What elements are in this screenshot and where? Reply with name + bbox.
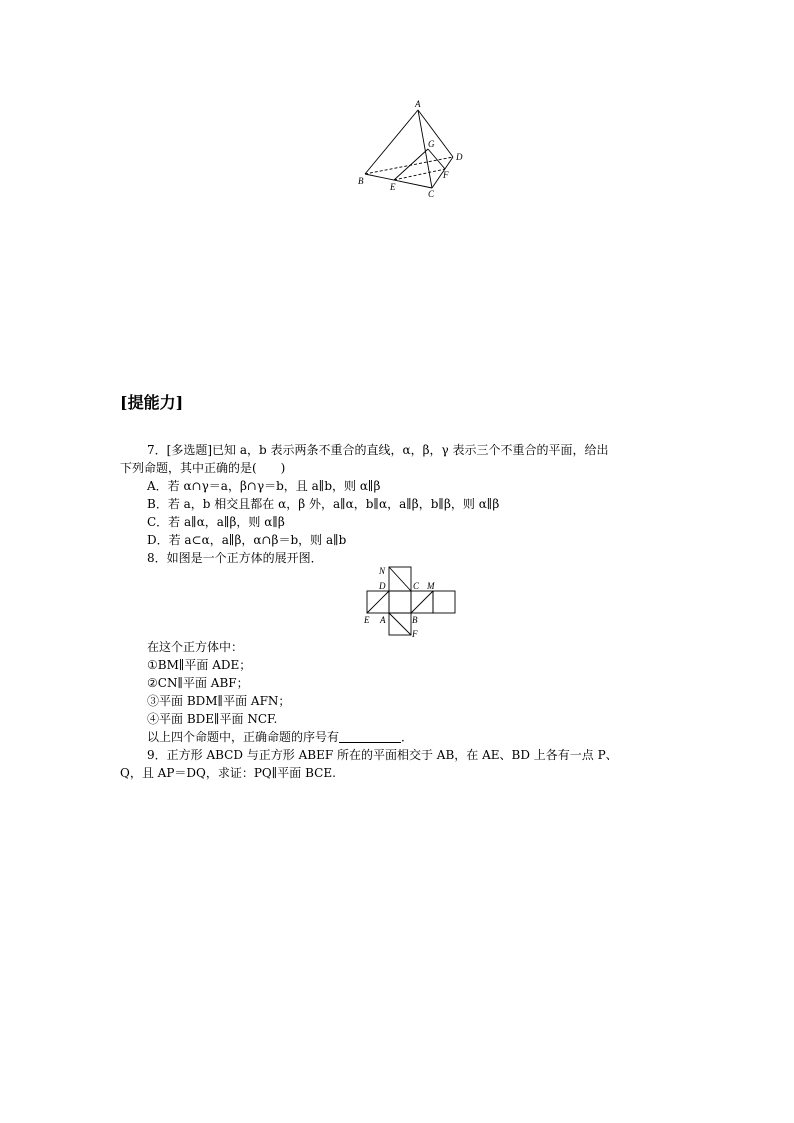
q8-ask-line bbox=[120, 728, 680, 746]
label-b: B bbox=[358, 176, 364, 186]
diag-bm bbox=[411, 591, 433, 613]
q7-stem-line2: 下列命题，其中正确的是( ) bbox=[120, 461, 286, 475]
edge-bd-hidden bbox=[365, 157, 453, 174]
q7-option-d: D．若 a⊂α，a∥β，α∩β＝b，则 a∥b bbox=[147, 533, 347, 547]
net-label-a: A bbox=[380, 615, 386, 625]
edge-ac bbox=[418, 110, 432, 188]
q8-intro: 在这个正方体中： bbox=[147, 640, 244, 654]
cube-net-svg bbox=[360, 565, 460, 643]
question-7 bbox=[120, 441, 680, 567]
net-label-e: E bbox=[364, 615, 370, 625]
q8-proposition-1: ①BM∥平面 ADE； bbox=[147, 658, 252, 672]
diag-ed bbox=[367, 591, 389, 613]
tetrahedron-figure bbox=[355, 96, 475, 200]
segment-ef-hidden bbox=[394, 169, 445, 180]
diag-af bbox=[389, 613, 411, 635]
edge-ad bbox=[418, 110, 453, 157]
net-label-c: C bbox=[413, 581, 420, 591]
label-f: F bbox=[443, 170, 449, 180]
cube-net-figure bbox=[360, 565, 460, 643]
net-square-4 bbox=[433, 591, 455, 613]
q8-proposition-4: ④平面 BDE∥平面 NCF. bbox=[147, 712, 278, 726]
section-title: [提能力] bbox=[120, 393, 184, 412]
label-d: D bbox=[456, 152, 463, 162]
net-label-d: D bbox=[379, 581, 386, 591]
diag-nc bbox=[389, 567, 411, 591]
q8-stem: 8．如图是一个正方体的展开图． bbox=[147, 551, 323, 565]
net-square-2 bbox=[389, 591, 411, 613]
q7-stem-line1: 7．[多选题]已知 a，b 表示两条不重合的直线，α，β，γ 表示三个不重合的平面，给出 bbox=[147, 443, 609, 457]
q7-option-a: A．若 α∩γ＝a，β∩γ＝b，且 a∥b，则 α∥β bbox=[147, 479, 381, 493]
q8-proposition-2: ②CN∥平面 ABF； bbox=[147, 676, 249, 690]
q7-option-b: B．若 a，b 相交且都在 α，β 外，a∥α，b∥α，a∥β，b∥β，则 α∥β bbox=[147, 497, 500, 511]
q8-ask: 以上四个命题中，正确命题的序号有 bbox=[147, 730, 340, 744]
q8-answer-blank bbox=[339, 730, 401, 743]
segment-eg bbox=[394, 149, 428, 180]
q9-line2: Q，且 AP＝DQ，求证：PQ∥平面 BCE. bbox=[120, 766, 336, 780]
tetrahedron-svg bbox=[355, 96, 475, 200]
q8-ask-end: ． bbox=[401, 730, 414, 744]
net-label-m: M bbox=[427, 581, 435, 591]
q8-proposition-3: ③平面 BDM∥平面 AFN； bbox=[147, 694, 291, 708]
q9-line1: 9．正方形 ABCD 与正方形 ABEF 所在的平面相交于 AB，在 AE、BD 上各有一点 P、 bbox=[147, 748, 618, 762]
label-e: E bbox=[390, 182, 396, 192]
label-g: G bbox=[428, 139, 435, 149]
question-8-body bbox=[120, 638, 680, 782]
segment-gf bbox=[428, 149, 445, 169]
label-c: C bbox=[428, 189, 435, 199]
net-label-n: N bbox=[379, 566, 386, 576]
net-label-b: B bbox=[412, 615, 418, 625]
q7-option-c: C．若 a∥α，a∥β，则 α∥β bbox=[147, 515, 285, 529]
label-a: A bbox=[415, 99, 421, 109]
net-label-f: F bbox=[412, 629, 418, 639]
edge-ab bbox=[365, 110, 418, 174]
